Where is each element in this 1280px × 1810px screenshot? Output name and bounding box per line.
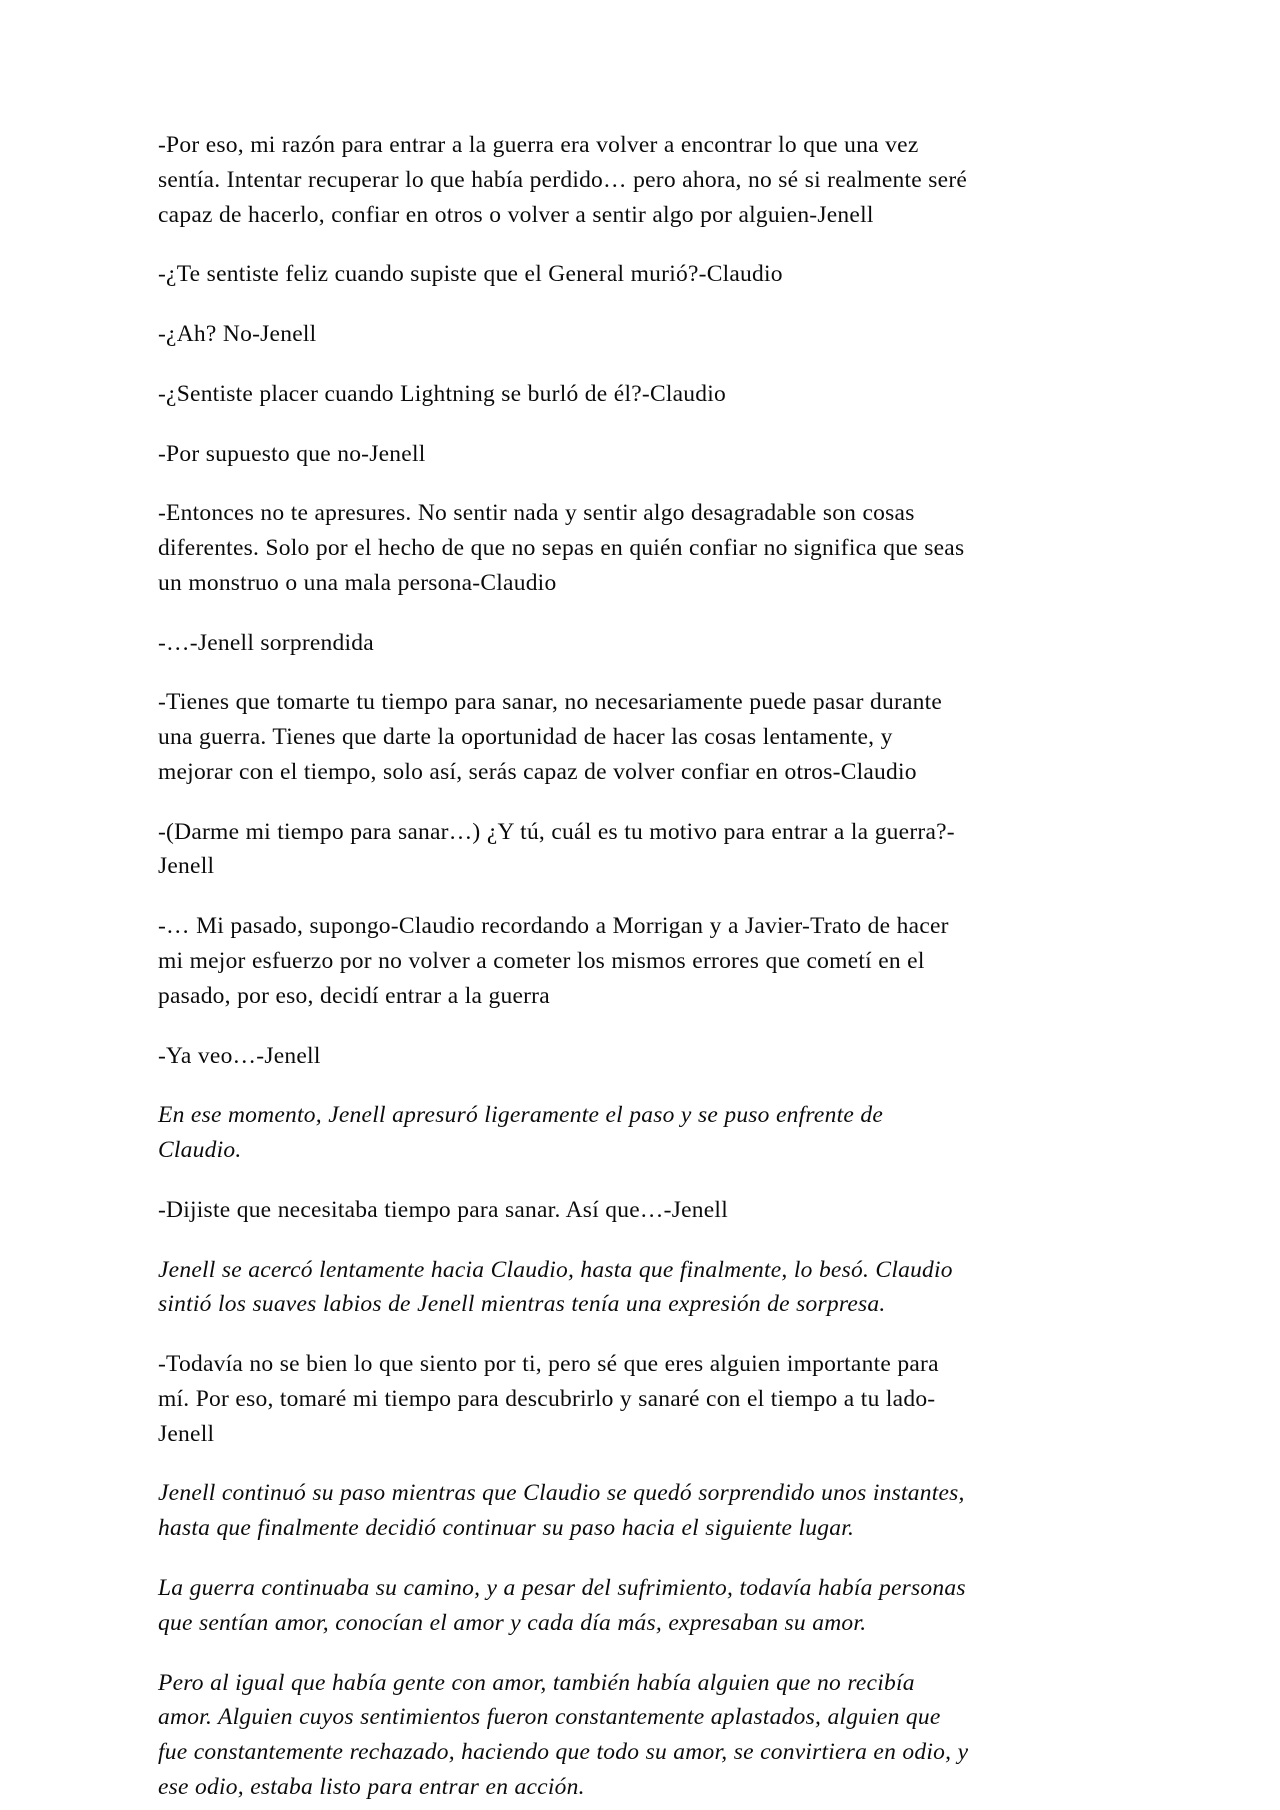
paragraph-narration: Jenell continuó su paso mientras que Claudio se quedó sorprendido unos instantes, hasta que finalmente decidió continuar su paso hacia el siguiente lugar.: [158, 1480, 965, 1542]
paragraph-dialogue: -Ya veo…-Jenell: [158, 1042, 321, 1069]
paragraph-dialogue: -Todavía no se bien lo que siento por ti, pero sé que eres alguien importante para mí. Por eso, tomaré mi tiempo para descubrirlo y sanaré con el tiempo a tu lado-Jenell: [158, 1351, 939, 1447]
paragraph-dialogue: -Por eso, mi razón para entrar a la guerra era volver a encontrar lo que una vez sentía. Intentar recuperar lo que había perdido… pero ahora, no sé si realmente seré capaz de hacerlo, confiar en otros o volver a sentir algo por alguien-Jenell: [158, 132, 968, 228]
paragraph-dialogue: -Dijiste que necesitaba tiempo para sanar. Así que…-Jenell: [158, 1196, 728, 1223]
paragraph-dialogue: -Por supuesto que no-Jenell: [158, 440, 426, 467]
paragraph-narration: La guerra continuaba su camino, y a pesar del sufrimiento, todavía había personas que sentían amor, conocían el amor y cada día más, expresaban su amor.: [158, 1574, 966, 1636]
paragraph-dialogue: -¿Te sentiste feliz cuando supiste que el General murió?-Claudio: [158, 261, 783, 288]
paragraph-dialogue: -(Darme mi tiempo para sanar…) ¿Y tú, cuál es tu motivo para entrar a la guerra?-Jenell: [158, 818, 955, 880]
paragraph-narration: Pero al igual que había gente con amor, también había alguien que no recibía amor. Alguien cuyos sentimientos fueron constantemente aplastados, alguien que fue constantemente rechazado, haciendo que todo su amor, se convirtiera en odio, y ese odio, estaba listo para entrar en acción.: [158, 1669, 969, 1800]
paragraph-dialogue: -… Mi pasado, supongo-Claudio recordando a Morrigan y a Javier-Trato de hacer mi mejor esfuerzo por no volver a cometer los mismos errores que cometí en el pasado, por eso, decidí entrar a la guerra: [158, 913, 949, 1009]
paragraph-narration: En ese momento, Jenell apresuró ligeramente el paso y se puso enfrente de Claudio.: [158, 1102, 884, 1164]
paragraph-dialogue: -¿Ah? No-Jenell: [158, 321, 317, 348]
paragraph-dialogue: -…-Jenell sorprendida: [158, 629, 374, 656]
paragraph-dialogue: -Entonces no te apresures. No sentir nada y sentir algo desagradable son cosas diferentes. Solo por el hecho de que no sepas en quién confiar no significa que seas un monstruo o una mala persona-Claudio: [158, 500, 965, 596]
paragraph-dialogue: -Tienes que tomarte tu tiempo para sanar, no necesariamente puede pasar durante una guerra. Tienes que darte la oportunidad de hacer las cosas lentamente, y mejorar con el tiempo, solo así, serás capaz de volver confiar en otros-Claudio: [158, 689, 943, 785]
paragraph-dialogue: -¿Sentiste placer cuando Lightning se burló de él?-Claudio: [158, 380, 727, 407]
paragraph-narration: Jenell se acercó lentamente hacia Claudio, hasta que finalmente, lo besó. Claudio sintió los suaves labios de Jenell mientras tenía una expresión de sorpresa.: [158, 1256, 953, 1318]
document-body: [158, 128, 970, 1805]
